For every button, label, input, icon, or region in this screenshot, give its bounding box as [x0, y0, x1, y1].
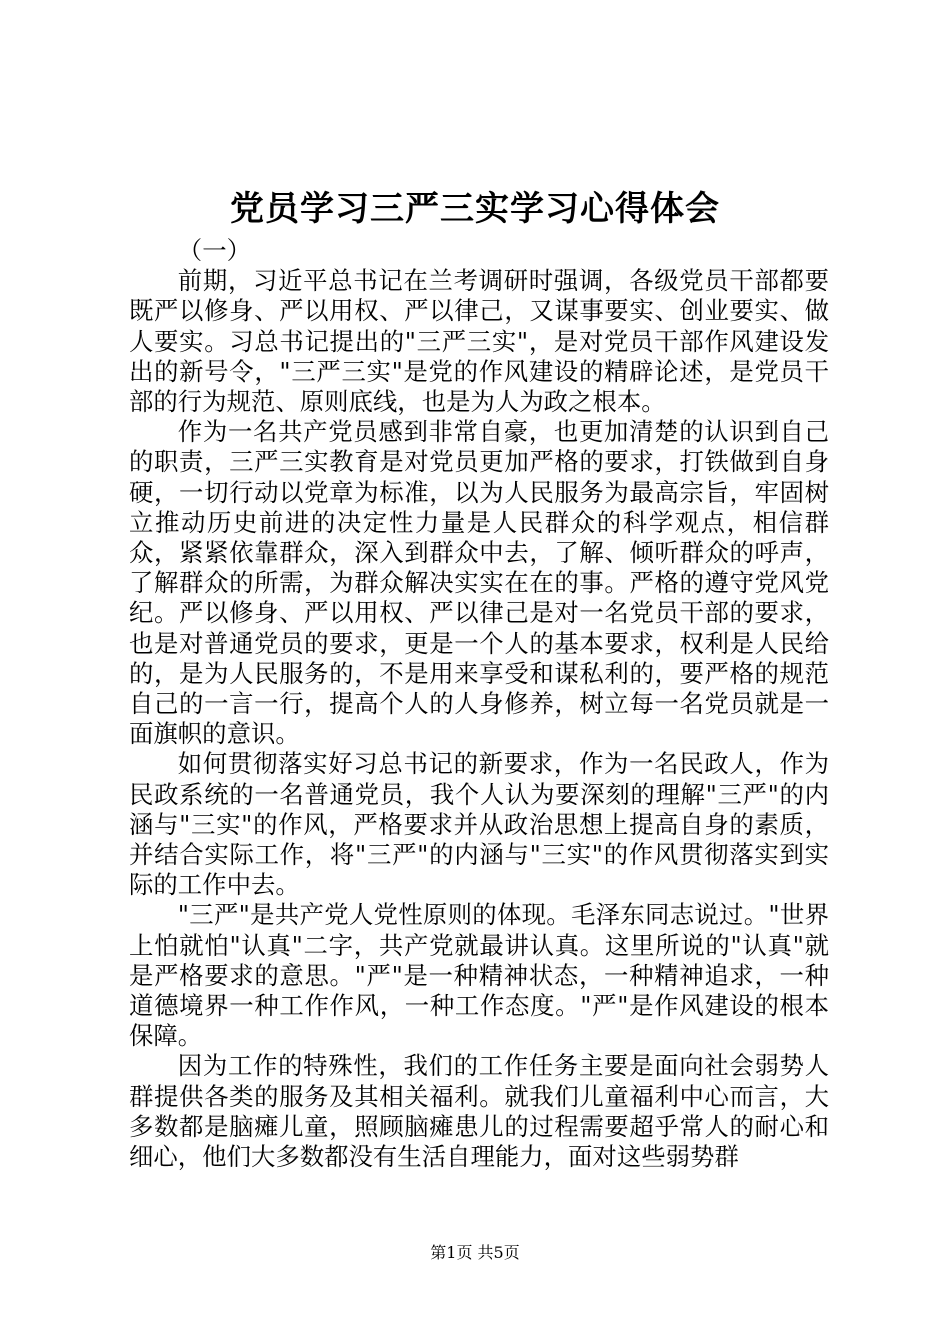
paragraph-3: 如何贯彻落实好习总书记的新要求，作为一名民政人，作为民政系统的一名普通党员，我个人认为要深刻的理解"三严"的内涵与"三实"的作风，严格要求并从政治思想上提高自身的素质，并结合实际工作，将"三严"的内涵与"三实"的作风贯彻落实到实际的工作中去。	[129, 749, 829, 900]
section-mark: （一）	[177, 236, 251, 265]
document-body	[129, 236, 829, 1172]
paragraph-5: 因为工作的特殊性，我们的工作任务主要是面向社会弱势人群提供各类的服务及其相关福利。就我们儿童福利中心而言，大多数都是脑瘫儿童，照顾脑瘫患儿的过程需要超乎常人的耐心和细心，他们大多数都没有生活自理能力，面对这些弱势群	[129, 1051, 829, 1172]
page-footer: 第1页 共5页	[430, 1243, 520, 1262]
document-title: 党员学习三严三实学习心得体会	[230, 189, 720, 229]
paragraph-2: 作为一名共产党员感到非常自豪，也更加清楚的认识到自己的职责，三严三实教育是对党员更加严格的要求，打铁做到自身硬，一切行动以党章为标准，以为人民服务为最高宗旨，牢固树立推动历史前进的决定性力量是人民群众的科学观点，相信群众，紧紧依靠群众，深入到群众中去，了解、倾听群众的呼声，了解群众的所需，为群众解决实实在在的事。严格的遵守党风党纪。严以修身、严以用权、严以律己是对一名党员干部的要求，也是对普通党员的要求，更是一个人的基本要求，权利是人民给的，是为人民服务的，不是用来享受和谋私利的，要严格的规范自己的一言一行，提高个人的人身修养，树立每一名党员就是一面旗帜的意识。	[129, 417, 829, 749]
paragraph-1: 前期，习近平总书记在兰考调研时强调，各级党员干部都要既严以修身、严以用权、严以律己，又谋事要实、创业要实、做人要实。习总书记提出的"三严三实"，是对党员干部作风建设发出的新号令，"三严三实"是党的作风建设的精辟论述，是党员干部的行为规范、原则底线，也是为人为政之根本。	[129, 266, 829, 417]
paragraph-4: "三严"是共产党人党性原则的体现。毛泽东同志说过。"世界上怕就怕"认真"二字，共产党就最讲认真。这里所说的"认真"就是严格要求的意思。"严"是一种精神状态，一种精神追求，一种道德境界一种工作作风，一种工作态度。"严"是作风建设的根本保障。	[129, 900, 829, 1051]
